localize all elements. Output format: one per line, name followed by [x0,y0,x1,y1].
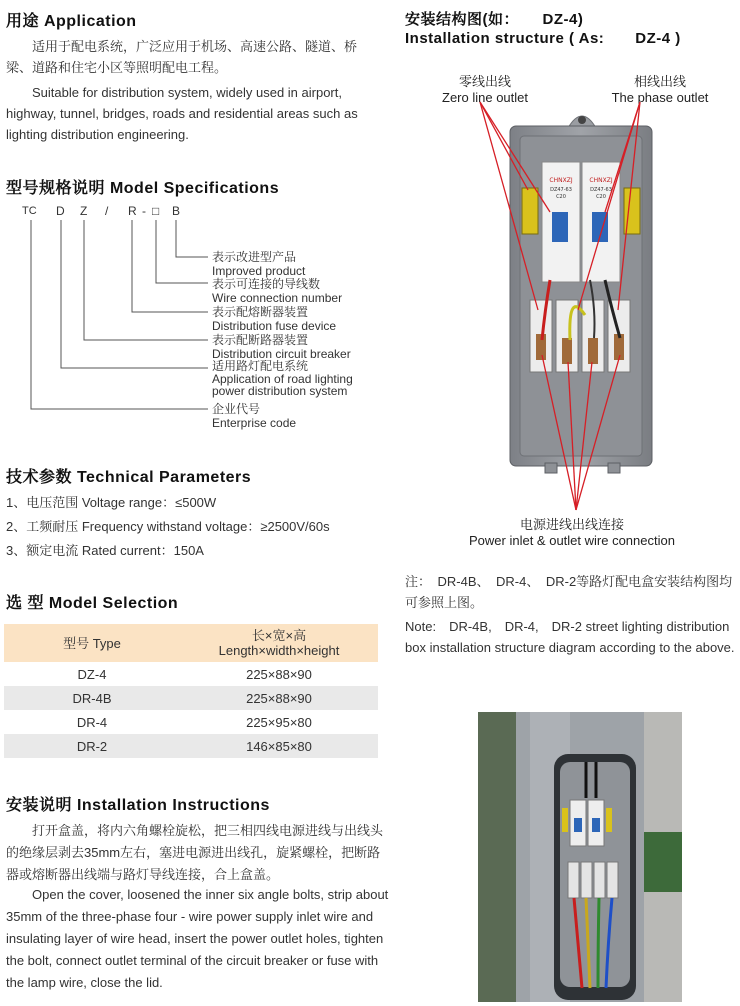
application-cn-text: 适用于配电系统，广泛应用于机场、高速公路、隧道、桥梁、道路和住宅小区等照明配电工程。 [6,39,358,75]
row-type: DR-4 [76,714,108,730]
distribution-box-diagram [400,100,740,520]
row-type: DZ-4 [77,666,107,682]
code-box: □ [152,204,160,218]
code-slash: / [105,204,109,218]
tech-voltage: 1、电压范围 Voltage range：≤500W [6,495,217,510]
svg-text:DZ47-63: DZ47-63 [590,187,612,193]
power-connection-label: 电源进线出线连接 Power inlet & outlet wire connection [469,517,675,548]
spec-item-fuse: 表示配熔断器装置 Distribution fuse device [212,305,337,333]
phase-outlet-label: 相线出线 The phase outlet [611,74,709,105]
row-size: 225×95×80 [246,714,312,730]
code-dash: - [142,204,146,218]
zero-line-label: 零线出线 Zero line outlet [442,74,528,105]
code-b: B [172,204,181,218]
spec-item-improved: 表示改进型产品 Improved product [212,250,306,278]
install-cn-text: 打开盒盖，将内六角螺栓旋松，把三相四线电源进线与出线头的绝缘层剥去35mm左右，塞进电源进出线孔，旋紧螺栓，把断路器或熔断器出线端与路灯导线连接，合上盒盖。 [6,823,384,882]
code-r: R [128,204,137,218]
tech-withstand: 2、工频耐压 Frequency withstand voltage：≥2500V/60s [6,519,330,534]
row-size: 225×88×90 [246,666,312,682]
spec-item-road-lighting: 适用路灯配电系统 Application of road lighting power distribution system [212,359,353,398]
table-row [4,662,378,686]
note-cn-text: 注： DR-4B、 DR-4、 DR-2等路灯配电盒安装结构图均可参照上图。 [405,574,733,610]
application-en-text: Suitable for distribution system, widely used in airport, highway, tunnel, bridges, roads and residential areas such as lighting distribution engineering. [6,85,358,142]
note-en-text: Note: DR-4B, DR-4, DR-2 street lighting distribution box installation structure diagram according to the above. [405,619,735,655]
code-d: D [56,204,65,218]
breaker-right [582,162,620,282]
code-tc: TC [22,205,37,217]
svg-text:DZ47-63: DZ47-63 [550,187,572,193]
row-type: DR-4B [4,686,180,710]
structure-title-cn: 安装结构图(如： DZ-4) [405,11,584,28]
selection-heading: 选 型 Model Selection [6,595,179,612]
table-row [4,734,378,758]
spec-item-enterprise: 企业代号 Enterprise code [212,402,297,430]
header-size: 长×宽×高 Length×width×height [180,624,378,662]
selection-table-header [4,624,378,662]
svg-text:CHNXZJ: CHNXZJ [549,177,573,184]
structure-title-en: Installation structure ( As: DZ-4 ) [405,30,681,47]
spec-item-breaker: 表示配断路器装置 Distribution circuit breaker [212,333,351,361]
installed-box-photo [478,712,682,1002]
row-type: DR-2 [4,734,180,758]
breaker-left [542,162,580,282]
svg-text:C20: C20 [556,194,566,200]
tech-current: 3、额定电流 Rated current：150A [6,543,204,558]
install-en-text: Open the cover, loosened the inner six angle bolts, strip about 35mm of the three-phase four - wire power supply inlet wire and insulating layer of wire head, insert the power outlet holes, tighten the bolt, connect outlet terminal of the circuit breaker or fuse with the lamp wire, close the lid. [6,887,389,990]
table-row [4,710,378,734]
selection-table [4,624,378,758]
table-row [4,686,378,710]
row-size: 146×85×80 [180,734,378,758]
header-type: 型号 Type [4,624,180,662]
spec-item-wire-number: 表示可连接的导线数 Wire connection number [212,277,343,305]
code-z: Z [80,204,88,218]
row-size: 225×88×90 [180,686,378,710]
application-heading: 用途 Application [6,13,137,30]
svg-text:C20: C20 [596,194,606,200]
svg-text:CHNXZJ: CHNXZJ [589,177,613,184]
model-spec-heading: 型号规格说明 Model Specifications [6,180,280,197]
tech-heading: 技术参数 Technical Parameters [6,469,252,486]
install-heading: 安装说明 Installation Instructions [6,797,270,814]
